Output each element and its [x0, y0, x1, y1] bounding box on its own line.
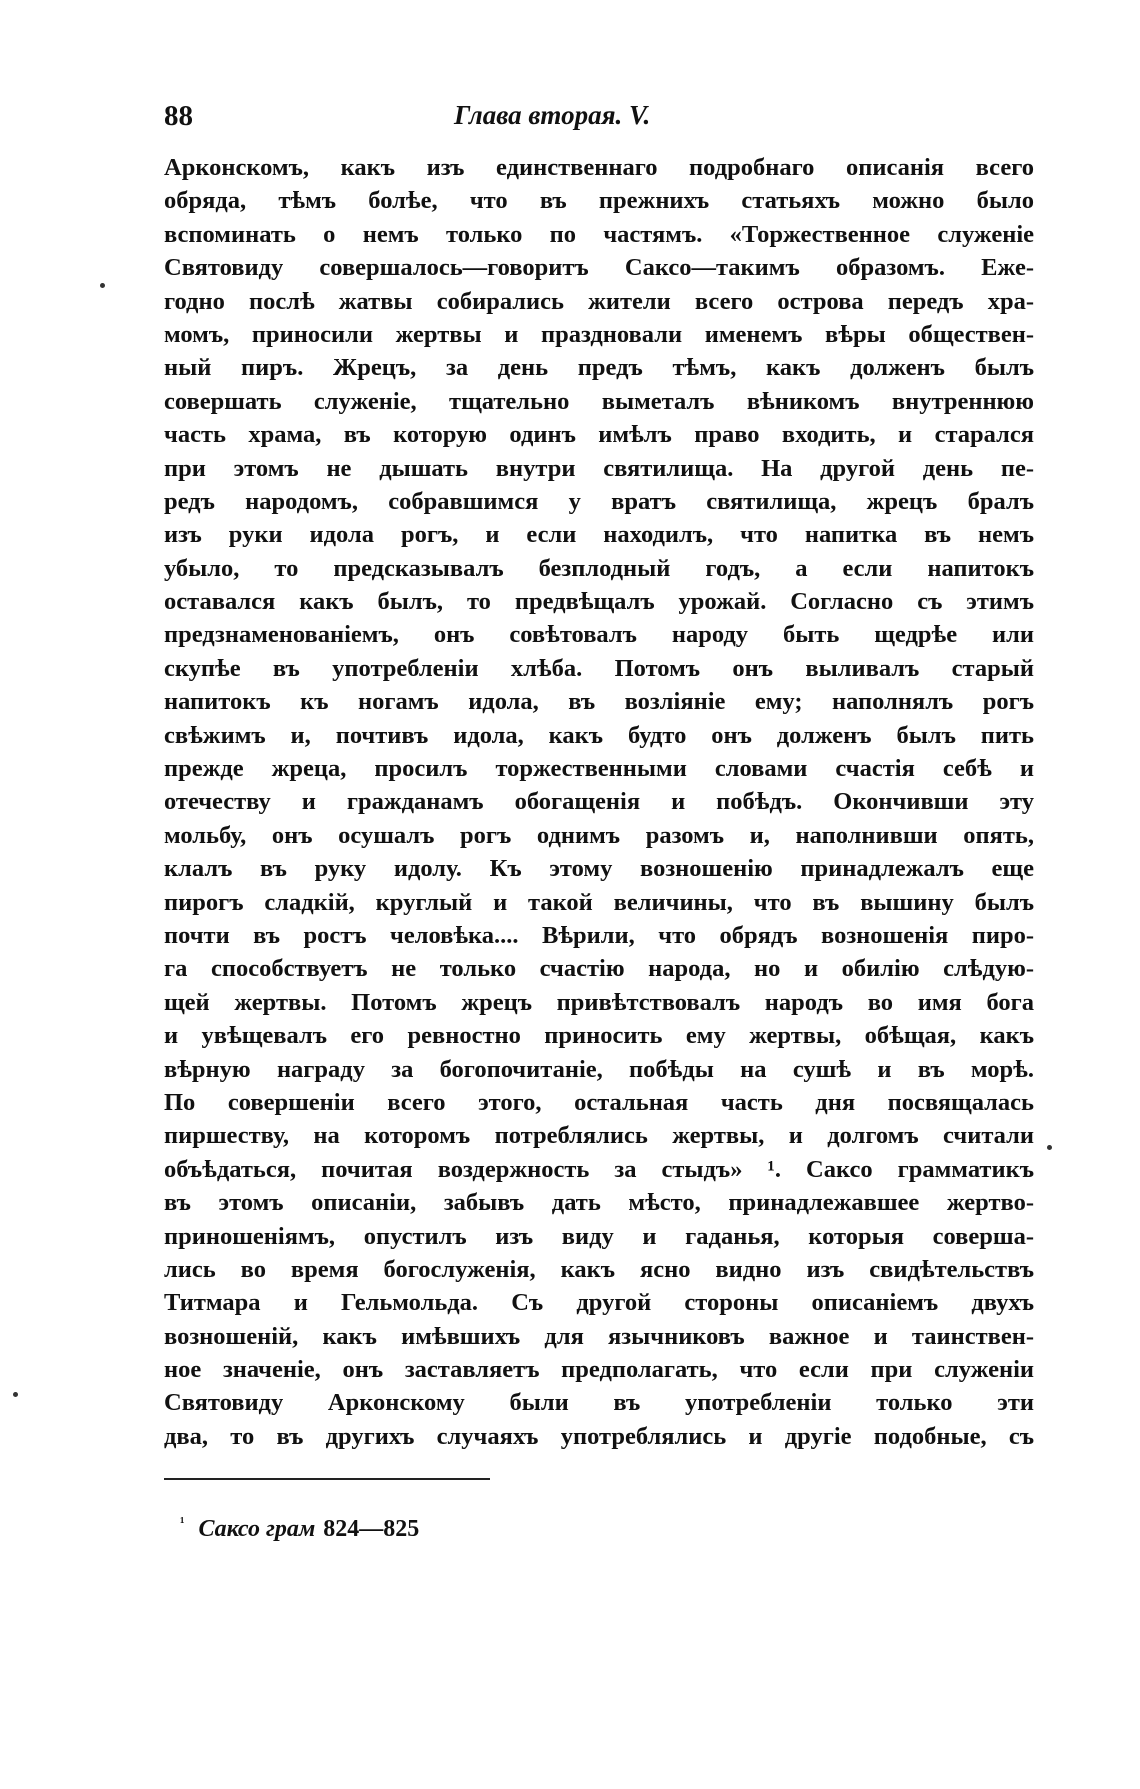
text-line: почти въ ростъ человѣка.... Вѣрили, что обрядъ возношенія пиро-: [164, 921, 1034, 949]
page-number: 88: [164, 100, 193, 132]
text-line: клалъ въ руку идолу. Къ этому возношенію принадлежалъ еще: [164, 855, 1034, 883]
text-line: возношеній, какъ имѣвшихъ для язычниковъ важное и таинствен-: [164, 1322, 1034, 1350]
scan-speck: [100, 283, 105, 288]
footnote-source: Саксо грам: [198, 1516, 316, 1542]
text-line: вѣрную награду за богопочитаніе, побѣды на сушѣ и въ морѣ.: [164, 1055, 1034, 1083]
text-line: годно послѣ жатвы собирались жители всего острова передъ хра-: [164, 287, 1034, 315]
footnote-pages: 824—825: [323, 1516, 420, 1542]
text-line: напитокъ къ ногамъ идола, въ возліяніе ему; наполнялъ рогъ: [164, 688, 1034, 716]
text-line: редъ народомъ, собравшимся у вратъ святилища, жрецъ бралъ: [164, 487, 1034, 515]
text-line: изъ руки идола рогъ, и если находилъ, что напитка въ немъ: [164, 521, 1034, 549]
text-line: убыло, то предсказывалъ безплодный годъ, а если напитокъ: [164, 554, 1034, 582]
scan-speck: [1047, 1145, 1052, 1150]
text-line: два, то въ другихъ случаяхъ употреблялись и другіе подобные, съ: [164, 1422, 1034, 1450]
page-header: [164, 100, 1034, 140]
footnote-marker: ¹: [180, 1515, 185, 1531]
text-line: совершать служеніе, тщательно выметалъ вѣникомъ внутреннюю: [164, 387, 1034, 415]
text-line: ный пиръ. Жрецъ, за день предъ тѣмъ, какъ долженъ былъ: [164, 354, 1034, 382]
text-line: Святовиду Арконскому были въ употребленіи только эти: [164, 1389, 1034, 1417]
text-line: Святовиду совершалось—говоритъ Саксо—такимъ образомъ. Еже-: [164, 254, 1034, 282]
text-line: ное значеніе, онъ заставляетъ предполагать, что если при служеніи: [164, 1356, 1034, 1384]
text-line: скупѣе въ употребленіи хлѣба. Потомъ онъ выливалъ старый: [164, 654, 1034, 682]
text-line: и увѣщевалъ его ревностно приносить ему жертвы, обѣщая, какъ: [164, 1022, 1034, 1050]
text-line: Титмара и Гельмольда. Съ другой стороны описаніемъ двухъ: [164, 1289, 1034, 1317]
text-line: предзнаменованіемъ, онъ совѣтовалъ народу быть щедрѣе или: [164, 621, 1034, 649]
scan-speck: [13, 1392, 18, 1397]
text-line: при этомъ не дышать внутри святилища. На другой день пе-: [164, 454, 1034, 482]
text-line: оставался какъ былъ, то предвѣщалъ урожай. Согласно съ этимъ: [164, 588, 1034, 616]
text-line: свѣжимъ и, почтивъ идола, какъ будто онъ долженъ былъ пить: [164, 721, 1034, 749]
text-line: отечеству и гражданамъ обогащенія и побѣдъ. Окончивши эту: [164, 788, 1034, 816]
text-line: прежде жреца, просилъ торжественными словами счастія себѣ и: [164, 755, 1034, 783]
text-line: лись во время богослуженія, какъ ясно видно изъ свидѣтельствъ: [164, 1255, 1034, 1283]
footnote-divider: [164, 1478, 490, 1480]
text-line: вспоминать о немъ только по частямъ. «Торжественное служеніе: [164, 220, 1034, 248]
text-line: приношеніямъ, опустилъ изъ виду и гаданья, которыя соверша-: [164, 1222, 1034, 1250]
text-line: По совершеніи всего этого, остальная часть дня посвящалась: [164, 1088, 1034, 1116]
text-line: часть храма, въ которую одинъ имѣлъ право входить, и старался: [164, 421, 1034, 449]
text-line: мольбу, онъ осушалъ рогъ однимъ разомъ и, наполнивши опять,: [164, 821, 1034, 849]
text-line: Арконскомъ, какъ изъ единственнаго подробнаго описанія всего: [164, 154, 1034, 181]
running-head: Глава вторая. V.: [454, 100, 651, 130]
text-line: обряда, тѣмъ болѣе, что въ прежнихъ статьяхъ можно было: [164, 187, 1034, 215]
text-line: момъ, приносили жертвы и праздновали именемъ вѣры обществен-: [164, 320, 1034, 348]
text-line: пирогъ сладкій, круглый и такой величины, что въ вышину былъ: [164, 888, 1034, 916]
text-line: въ этомъ описаніи, забывъ дать мѣсто, принадлежавшее жертво-: [164, 1189, 1034, 1217]
text-line: объѣдаться, почитая воздержность за стыдъ» ¹. Саксо грамматикъ: [164, 1155, 1034, 1183]
text-line: га способствуетъ не только счастію народа, но и обилію слѣдую-: [164, 955, 1034, 983]
body-text: [164, 151, 1034, 1453]
footnote: [180, 1515, 419, 1543]
text-line: щей жертвы. Потомъ жрецъ привѣтствовалъ народъ во имя бога: [164, 988, 1034, 1016]
text-line: пиршеству, на которомъ потреблялись жертвы, и долгомъ считали: [164, 1122, 1034, 1150]
